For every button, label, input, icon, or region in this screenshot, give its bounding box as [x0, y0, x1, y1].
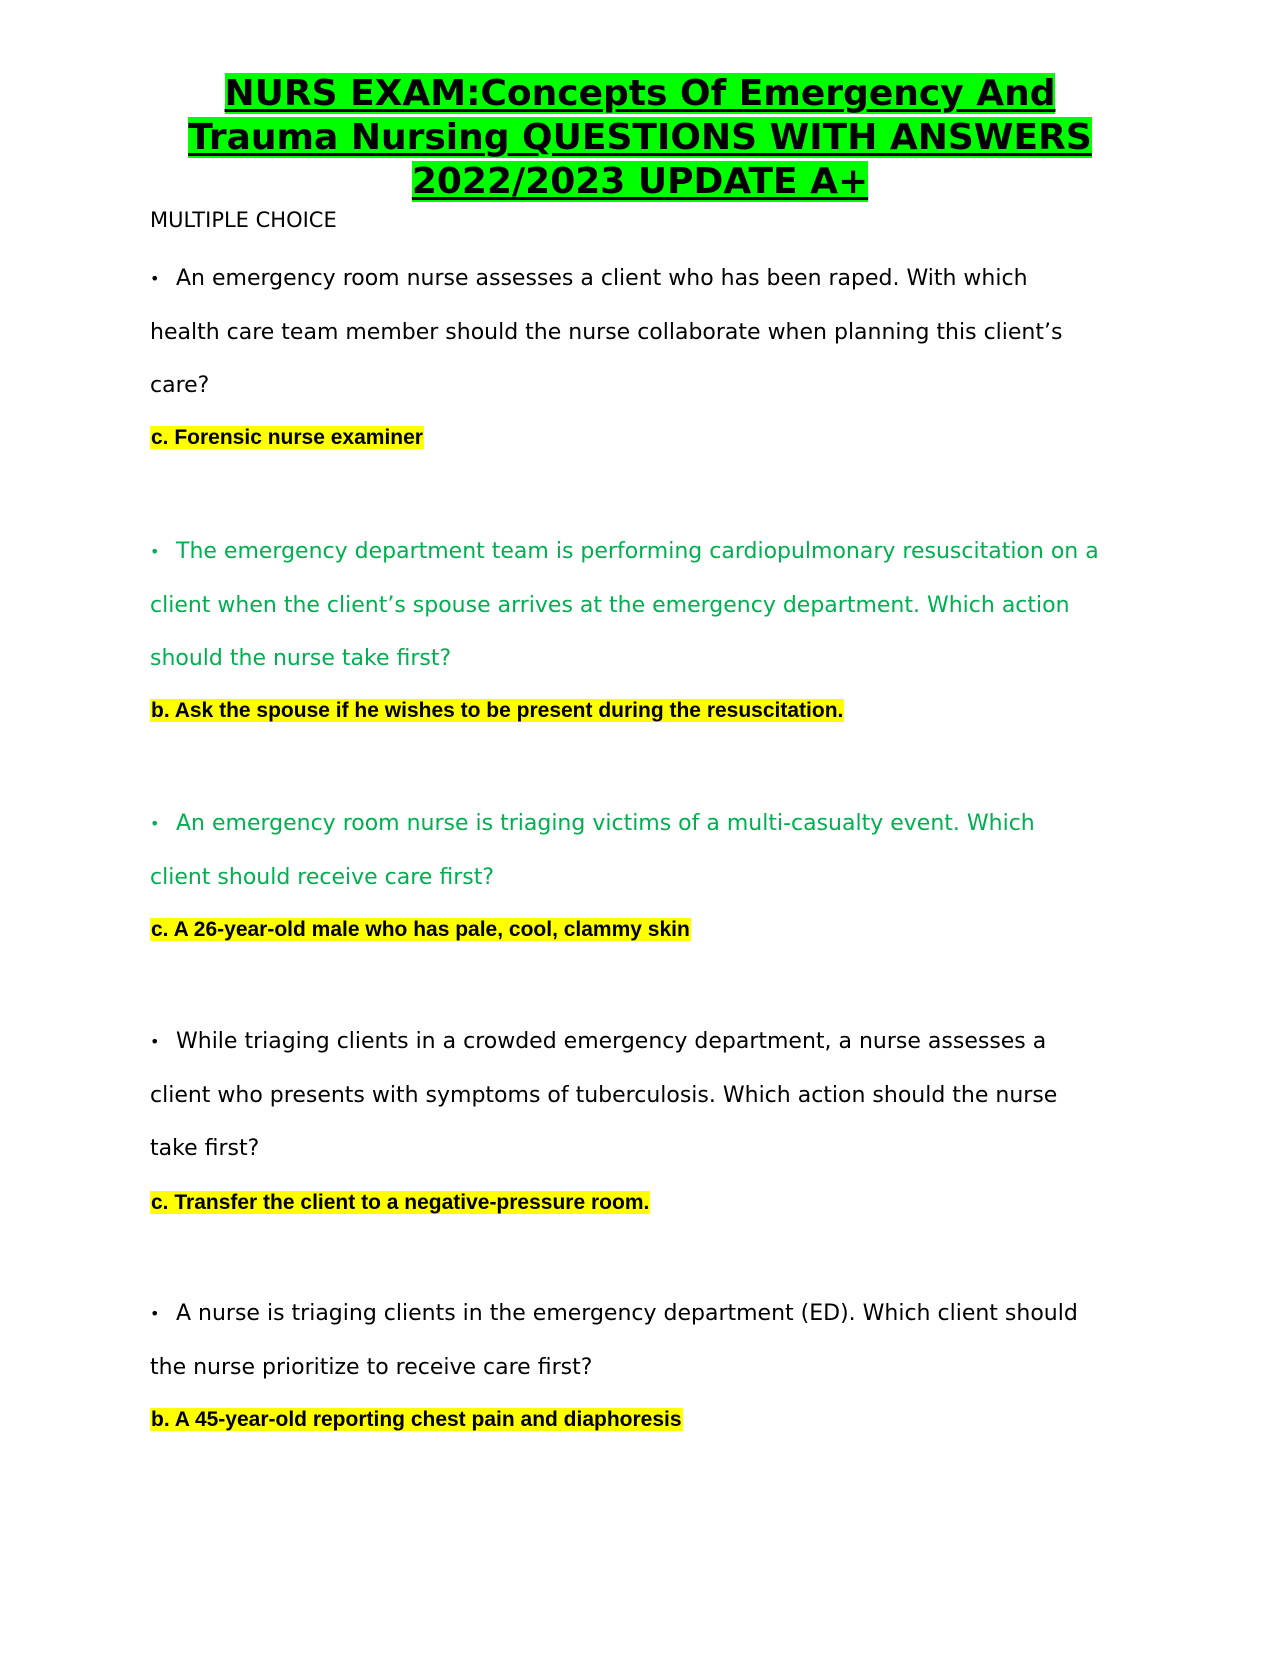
title-line-3: 2022/2023 UPDATE A+	[411, 161, 869, 202]
answer-1	[150, 424, 424, 451]
question-4	[150, 1015, 1100, 1176]
bullet-icon: •	[150, 269, 160, 288]
title-line-1: NURS EXAM:Concepts Of Emergency And	[224, 73, 1056, 114]
answer-3	[150, 916, 691, 943]
answer-2	[150, 697, 844, 724]
question-5-text: A nurse is triaging clients in the emergency department (ED). Which client should the nurse prioritize to receive care first?	[150, 1301, 1078, 1380]
answer-4	[150, 1189, 650, 1216]
answer-5	[150, 1406, 683, 1433]
answer-4-text: c. Transfer the client to a negative-pressure room.	[151, 1191, 650, 1214]
title-line-2: Trauma Nursing QUESTIONS WITH ANSWERS	[188, 117, 1092, 158]
question-4-text: While triaging clients in a crowded emergency department, a nurse assesses a client who presents with symptoms of tuberculosis. Which action should the nurse take first?	[150, 1029, 1058, 1161]
question-3	[150, 797, 1100, 904]
bullet-icon: •	[150, 814, 160, 833]
answer-5-text: b. A 45-year-old reporting chest pain and diaphoresis	[151, 1408, 682, 1431]
question-2-text: The emergency department team is performing cardiopulmonary resuscitation on a client when the client’s spouse arrives at the emergency department. Which action should the nurse take first?	[150, 539, 1099, 671]
document-title	[140, 72, 1140, 204]
section-label: MULTIPLE CHOICE	[150, 208, 337, 232]
question-3-text: An emergency room nurse is triaging victims of a multi-casualty event. Which client should receive care first?	[150, 811, 1035, 890]
answer-2-text: b. Ask the spouse if he wishes to be present during the resuscitation.	[151, 699, 844, 722]
question-1	[150, 252, 1100, 413]
bullet-icon: •	[150, 1304, 160, 1323]
bullet-icon: •	[150, 1032, 160, 1051]
bullet-icon: •	[150, 542, 160, 561]
answer-3-text: c. A 26-year-old male who has pale, cool, clammy skin	[151, 918, 690, 941]
question-5	[150, 1287, 1100, 1394]
question-2	[150, 525, 1100, 686]
answer-1-text: c. Forensic nurse examiner	[151, 426, 423, 449]
question-1-text: An emergency room nurse assesses a client who has been raped. With which health care team member should the nurse collaborate when planning this client’s care?	[150, 266, 1063, 398]
